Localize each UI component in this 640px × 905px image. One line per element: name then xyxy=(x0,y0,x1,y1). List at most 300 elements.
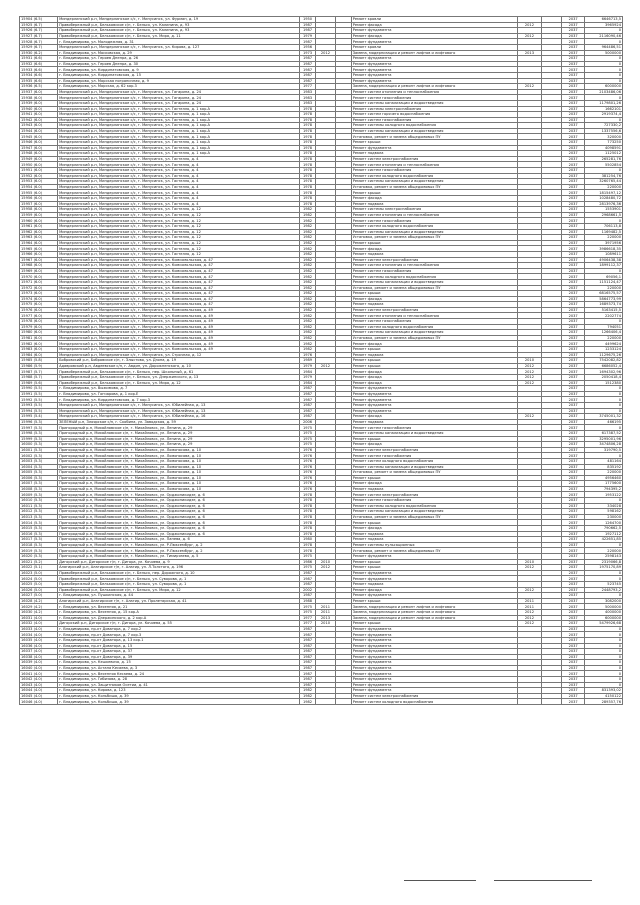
cell-year: 1976 xyxy=(300,352,316,358)
cell-year: 1978 xyxy=(300,140,316,146)
cell-year: 1976 xyxy=(300,453,316,459)
cell-year: 1979 xyxy=(300,375,316,381)
cell-amount: 0 xyxy=(584,682,622,688)
cell-num: 15946 (6.0) xyxy=(20,140,58,146)
cell-plan: 2012 xyxy=(517,363,542,369)
cell-year: 1978 xyxy=(300,531,316,537)
cell-work: Замена, модернизация и ремонт лифтов и лифтового xyxy=(351,84,517,90)
cell-plan: 2010 xyxy=(517,358,542,364)
cell-year: 1983 xyxy=(300,95,316,101)
cell-num: 15947 (6.0) xyxy=(20,145,58,151)
cell-work: Ремонт фундамента xyxy=(351,660,517,666)
cell-fy: 2037 xyxy=(562,665,584,671)
cell-num: 15972 (6.0) xyxy=(20,285,58,291)
cell-work: Ремонт крыши xyxy=(351,598,517,604)
cell-num: 15969 (6.0) xyxy=(20,268,58,274)
cell-amount: 0 xyxy=(584,677,622,683)
cell-num: 16019 (5.3) xyxy=(20,548,58,554)
cell-amount: 0 xyxy=(584,425,622,431)
cell-num: 15963 (6.0) xyxy=(20,235,58,241)
cell-amount: 1689373,74 xyxy=(584,302,622,308)
cell-num: 15945 (6.0) xyxy=(20,134,58,140)
cell-amount: 0 xyxy=(584,28,622,34)
table-row xyxy=(20,699,623,705)
cell-work: Ремонт крыши xyxy=(351,363,517,369)
cell-fy: 2037 xyxy=(562,699,584,705)
cell-fy: 2037 xyxy=(562,609,584,615)
cell-fy: 2037 xyxy=(562,693,584,699)
cell-amount: 3260765,44 xyxy=(584,179,622,185)
cell-amount: 2448793,2 xyxy=(584,587,622,593)
cell-amount: 220000 xyxy=(584,470,622,476)
cell-fy: 2037 xyxy=(562,358,584,364)
cell-fy: 2037 xyxy=(562,291,584,297)
cell-num: 15985 (5.8) xyxy=(20,358,58,364)
cell-addr: г. Владимирово, пр-кт Доватора, д. 39 xyxy=(58,654,300,660)
cell-amount: 0 xyxy=(584,643,622,649)
cell-year: 1982 xyxy=(300,688,316,694)
cell-year: 1982 xyxy=(300,313,316,319)
cell-fy: 2037 xyxy=(562,274,584,280)
cell-work: Ремонт фундамента xyxy=(351,72,517,78)
cell-amount: 727330,2 xyxy=(584,123,622,129)
cell-amount: 0 xyxy=(584,95,622,101)
cell-amount: 220000 xyxy=(584,335,622,341)
cell-addr: Миндерлинский р-н, Миндерлинское с/с, г. Минусинск, ул. Гастелло, д. 1 кор.А xyxy=(58,123,300,129)
cell-work: Ремонт фундамента xyxy=(351,688,517,694)
cell-addr: Миндерлинский р-н, Миндерлинское с/с, г. Минусинск, ул. Гастелло, д. 4 xyxy=(58,184,300,190)
cell-work: Ремонт фундамента xyxy=(351,682,517,688)
cell-year: 1982 xyxy=(300,246,316,252)
cell-plan: 2012 xyxy=(517,621,542,627)
cell-fy: 2037 xyxy=(562,637,584,643)
cell-work: Установка, ремонт и замена общедомовых ПУ xyxy=(351,285,517,291)
cell-num: 15993 (5.5) xyxy=(20,402,58,408)
cell-year: 1987 xyxy=(300,39,316,45)
cell-year: 1978 xyxy=(300,520,316,526)
cell-addr: Пригородный р-н, Михайловское с/п, г. Михайловск, ул. Орджоникидзе, д. 6 xyxy=(58,514,300,520)
cell-fy: 2037 xyxy=(562,682,584,688)
cell-addr: ЗЕЛЕНЫЙ р-н, Злоярское с/п, г. Скобина, ул. Заводская, д. 59 xyxy=(58,419,300,425)
cell-num: 16031 (4.0) xyxy=(20,615,58,621)
cell-year: 1982 xyxy=(300,285,316,291)
cell-empty xyxy=(542,699,562,705)
cell-fy: 2037 xyxy=(562,33,584,39)
cell-addr: г. Владимирово, пр-кт Доватора, д. 13 кор.1 xyxy=(58,637,300,643)
cell-num: 15926 (6.7) xyxy=(20,28,58,34)
cell-num: 15943 (6.0) xyxy=(20,123,58,129)
cell-fy: 2037 xyxy=(562,128,584,134)
cell-year: 1978 xyxy=(300,145,316,151)
cell-num: 15925 (6.7) xyxy=(20,22,58,28)
cell-amount: 319790,5 xyxy=(584,447,622,453)
cell-work: Ремонт фундамента xyxy=(351,637,517,643)
cell-addr: г. Владимирово, ул. Кольбиша, д. 39 xyxy=(58,693,300,699)
cell-num: 15937 (6.0) xyxy=(20,89,58,95)
cell-amount: 2050418,4 xyxy=(584,375,622,381)
cell-addr: г. Владимирово, ул. Кирдинатовская, д. 7 кор.3 xyxy=(58,397,300,403)
cell-num: 16021 (5.2) xyxy=(20,559,58,565)
cell-fy: 2037 xyxy=(562,514,584,520)
cell-addr: Миндерлинский р-н, Миндерлинское с/с, г. Минусинск, ул. Гастелло, д. 12 xyxy=(58,240,300,246)
cell-addr: Пригородный р-н, Михайловское с/п, г. Михайловск, ул. Ломоносова, д. 10 xyxy=(58,453,300,459)
cell-plan: 2012 xyxy=(517,375,542,381)
cell-addr: Пригородный р-н, Михайловское с/п, г. Михайловск, ул. Ломоносова, д. 10 xyxy=(58,475,300,481)
cell-work: Ремонт подвала xyxy=(351,201,517,207)
cell-addr: Миндерлинский р-н, Миндерлинское с/с, г. Минусинск, ул. Гастелло, д. 4 xyxy=(58,196,300,202)
cell-work: Ремонт систем горячего водоснабжения xyxy=(351,112,517,118)
cell-amount: 0 xyxy=(584,78,622,84)
cell-plan: 2012 xyxy=(517,414,542,420)
cell-fy: 2037 xyxy=(562,660,584,666)
cell-num: 16039 (4.0) xyxy=(20,660,58,666)
cell-work: Ремонт крыши xyxy=(351,436,517,442)
cell-amount: 4956460 xyxy=(584,475,622,481)
cell-prev: 2013 xyxy=(315,615,335,621)
cell-fy: 2037 xyxy=(562,688,584,694)
cell-addr: г. Владимирово, ул. Кольбиша, д. 39 xyxy=(58,699,300,705)
cell-amount: 5479926,68 xyxy=(584,621,622,627)
cell-plan: 2012 xyxy=(517,380,542,386)
cell-amount: 289357,76 xyxy=(584,699,622,705)
cell-addr: Миндерлинский р-н, Миндерлинское с/с, г. Минусинск, ул. Гастелло, д. 1 кор.А xyxy=(58,134,300,140)
cell-fy: 2037 xyxy=(562,89,584,95)
cell-fy: 2037 xyxy=(562,386,584,392)
cell-work: Ремонт фундамента xyxy=(351,56,517,62)
cell-num: 15904 (6.5) xyxy=(20,17,58,23)
cell-plan: 2012 xyxy=(517,587,542,593)
cell-addr: Миндерлинский р-н, Миндерлинское с/с, г. Минусинск, ул. Юбилейная, д. 13 xyxy=(58,408,300,414)
cell-num: 15951 (6.0) xyxy=(20,168,58,174)
cell-num: 15990 (5.5) xyxy=(20,386,58,392)
cell-amount: 422651,85 xyxy=(584,537,622,543)
table-row xyxy=(20,615,623,621)
cell-addr: Правобережный р-н, Бельковское с/п, г. Бельск, ул. Мира, д. 11 xyxy=(58,33,300,39)
cell-year: 1984 xyxy=(300,380,316,386)
cell-year: 1987 xyxy=(300,677,316,683)
cell-amount: 3971956 xyxy=(584,240,622,246)
cell-addr: Миндерлинский р-н, Миндерлинское с/с, г. Минусинск, ул. Комсомольская, д. 49 xyxy=(58,347,300,353)
cell-work: Ремонт подвала xyxy=(351,486,517,492)
cell-prev: 2010 xyxy=(315,621,335,627)
cell-year: 1975 xyxy=(300,430,316,436)
cell-num: 15936 (6.5) xyxy=(20,84,58,90)
cell-plan: 2012 xyxy=(517,609,542,615)
cell-work: Ремонт фундамента xyxy=(351,643,517,649)
cell-addr: г. Владимирово, ул. Выжимова, д. 7 xyxy=(58,386,300,392)
cell-fy: 2037 xyxy=(562,56,584,62)
cell-year: 1978 xyxy=(300,162,316,168)
cell-addr: Пригородный р-н, Михайловское с/п, г. Михайловск, ул. Орджоникидзе, д. 6 xyxy=(58,520,300,526)
cell-fy: 2037 xyxy=(562,453,584,459)
cell-year: 1987 xyxy=(300,637,316,643)
cell-num: 15977 (6.0) xyxy=(20,313,58,319)
cell-amount: 0 xyxy=(584,542,622,548)
cell-year: 1982 xyxy=(300,251,316,257)
cell-prev: 2012 xyxy=(315,565,335,571)
cell-work: Ремонт крыши xyxy=(351,565,517,571)
cell-addr: Пригородный р-н, Михайловское с/п, г. Михайловск, ул. Ломоносова, д. 10 xyxy=(58,464,300,470)
cell-amount: 220000 xyxy=(584,235,622,241)
cell-year: 1987 xyxy=(300,61,316,67)
cell-year: 1975 xyxy=(300,554,316,560)
cell-fy: 2037 xyxy=(562,251,584,257)
cell-prev: 2010 xyxy=(315,559,335,565)
cell-addr: Миндерлинский р-н, Миндерлинское с/с, г. Минусинск, ул. Фурман, д. 19 xyxy=(58,17,300,23)
cell-year: 1978 xyxy=(300,509,316,515)
cell-num: 16020 (5.3) xyxy=(20,554,58,560)
cell-work: Ремонт подвала xyxy=(351,151,517,157)
cell-addr: г. Владимирово, ул. Дзержинского, д. 2 кор.А xyxy=(58,615,300,621)
cell-work: Замена, модернизация и ремонт лифтов и лифтового xyxy=(351,50,517,56)
cell-num: 16037 (4.0) xyxy=(20,649,58,655)
cell-work: Ремонт системы канализации и водоотведения xyxy=(351,128,517,134)
cell-fy: 2037 xyxy=(562,184,584,190)
cell-fy: 2037 xyxy=(562,84,584,90)
cell-amount: 5163415,5 xyxy=(584,307,622,313)
cell-year: 1982 xyxy=(300,302,316,308)
cell-year: 1978 xyxy=(300,123,316,129)
cell-fy: 2037 xyxy=(562,436,584,442)
cell-plan: 2011 xyxy=(517,598,542,604)
cell-num: 15960 (6.0) xyxy=(20,218,58,224)
cell-work: Ремонт системы канализации и водоотведения xyxy=(351,100,517,106)
cell-addr: Пригородный р-н, Михайловское с/п, г. Михайловск, ул. Ленина, д. 29 xyxy=(58,442,300,448)
cell-addr: Алагирский р-н, Алагирское г/п, г. Алагир, ул. Л.Толстого, д. 196 xyxy=(58,565,300,571)
cell-fy: 2037 xyxy=(562,509,584,515)
cell-num: 16028 (4.2) xyxy=(20,598,58,604)
cell-addr: г. Владимирово, ул. Весенняя, д. 15 кор.А xyxy=(58,609,300,615)
cell-amount: 0 xyxy=(584,268,622,274)
cell-amount: 5864773,99 xyxy=(584,296,622,302)
cell-fy: 2037 xyxy=(562,380,584,386)
cell-amount: 334028 xyxy=(584,503,622,509)
cell-amount: 1662101 xyxy=(584,106,622,112)
cell-fy: 2037 xyxy=(562,201,584,207)
cell-year: 1975 xyxy=(300,436,316,442)
cell-fy: 2037 xyxy=(562,447,584,453)
cell-work: Ремонт систем электроснабжения xyxy=(351,156,517,162)
cell-amount: 1266406,4 xyxy=(584,330,622,336)
cell-num: 16034 (4.0) xyxy=(20,632,58,638)
cell-year: 1977 xyxy=(300,615,316,621)
cell-addr: Пригородный р-н, Михайловское с/п, г. Михайловск, ул. Р.Люксембург, д. 2 xyxy=(58,542,300,548)
cell-plan: 2010 xyxy=(517,559,542,565)
cell-addr: г. Владимирово, пр-кт Доватора, д. 7 кор.3 xyxy=(58,632,300,638)
cell-work: Установка, ремонт и замена общедомовых ПУ xyxy=(351,470,517,476)
cell-work: Ремонт крыши xyxy=(351,291,517,297)
cell-amount: 1264700 xyxy=(584,520,622,526)
cell-work: Ремонт систем электроснабжения xyxy=(351,307,517,313)
cell-prev: 2011 xyxy=(315,604,335,610)
cell-fy: 2037 xyxy=(562,72,584,78)
cell-amount: 6816575,57 xyxy=(584,291,622,297)
cell-plan xyxy=(517,699,542,705)
cell-amount: 1179801,26 xyxy=(584,100,622,106)
cell-num: 15927 (6.7) xyxy=(20,33,58,39)
cell-num: 15991 (5.5) xyxy=(20,391,58,397)
cell-num: 16046 (4.0) xyxy=(20,699,58,705)
cell-work: Ремонт системы канализации и водоотведения xyxy=(351,229,517,235)
cell-addr: Миндерлинский р-н, Миндерлинское с/с, г. Минусинск, ул. Комсомольская, д. 49 xyxy=(58,335,300,341)
cell-prev: 2012 xyxy=(315,50,335,56)
cell-fy: 2037 xyxy=(562,352,584,358)
cell-addr: Пригородный р-н, Михайловское с/п, г. Михайловск, ул. Орджоникидзе, д. 6 xyxy=(58,526,300,532)
cell-amount: 1775600 xyxy=(584,481,622,487)
cell-work: Ремонт фасада xyxy=(351,296,517,302)
cell-addr: Миндерлинский р-н, Миндерлинское с/с, г. Минусинск, ул. Гастелло, д. 1 кор.А xyxy=(58,151,300,157)
cell-year: 1977 xyxy=(300,621,316,627)
cell-plan: 2013 xyxy=(517,50,542,56)
table-row xyxy=(20,559,623,565)
cell-fy: 2037 xyxy=(562,554,584,560)
cell-work: Ремонт систем электроснабжения xyxy=(351,447,517,453)
cell-addr: Миндерлинский р-н, Миндерлинское с/с, г. Минусинск, ул. Гастелло, д. 4 xyxy=(58,201,300,207)
cell-fy: 2037 xyxy=(562,50,584,56)
cell-addr: Миндерлинский р-н, Миндерлинское с/с, г. Минусинск, ул. Гагарина, д. 24 xyxy=(58,95,300,101)
cell-work: Ремонт системы холодного водоснабжения xyxy=(351,123,517,129)
cell-num: 15973 (6.0) xyxy=(20,291,58,297)
cell-addr: Пригородный р-н, Михайловское с/п, г. Михайловск, ул. Тимирязева, д. 5 xyxy=(58,554,300,560)
cell-work: Ремонт фасада xyxy=(351,526,517,532)
cell-num: 15940 (6.0) xyxy=(20,106,58,112)
cell-amount: 0 xyxy=(584,168,622,174)
cell-addr: г. Владимирово, ул. Защитников Осетии, д. 41 xyxy=(58,682,300,688)
cell-fy: 2037 xyxy=(562,78,584,84)
cell-fy: 2037 xyxy=(562,341,584,347)
cell-num: 15932 (6.6) xyxy=(20,61,58,67)
cell-year: 1978 xyxy=(300,503,316,509)
cell-fy: 2037 xyxy=(562,168,584,174)
cell-work: Ремонт фундамента xyxy=(351,632,517,638)
cell-work: Ремонт систем отопления и теплоснабжения xyxy=(351,89,517,95)
cell-num: 15955 (6.0) xyxy=(20,190,58,196)
cell-fy: 2037 xyxy=(562,503,584,509)
cell-work: Ремонт фундамента xyxy=(351,28,517,34)
cell-num: 15958 (6.0) xyxy=(20,207,58,213)
cell-year: 1983 xyxy=(300,89,316,95)
cell-amount: 1151124,47 xyxy=(584,279,622,285)
cell-amount: 1553901 xyxy=(584,207,622,213)
cell-amount: 0 xyxy=(584,632,622,638)
cell-work: Ремонт системы холодного водоснабжения xyxy=(351,274,517,280)
cell-addr: Пригородный р-н, Михайловское с/п, г. Михайловск, ул. Ломоносова, д. 10 xyxy=(58,447,300,453)
cell-fy: 2037 xyxy=(562,615,584,621)
cell-work: Ремонт фундамента xyxy=(351,391,517,397)
cell-num: 15952 (6.0) xyxy=(20,173,58,179)
cell-amount: 2319066,8 xyxy=(584,559,622,565)
cell-amount: 2598143 xyxy=(584,554,622,560)
cell-amount: 220000 xyxy=(584,285,622,291)
cell-work: Ремонт системы канализации и водоотведения xyxy=(351,179,517,185)
cell-amount: 0 xyxy=(584,671,622,677)
cell-amount: 1694302,96 xyxy=(584,369,622,375)
cell-year: 1978 xyxy=(300,498,316,504)
cell-work: Ремонт крыши xyxy=(351,475,517,481)
cell-work: Ремонт крыши xyxy=(351,520,517,526)
cell-addr: Правобережный р-н, Бельковское с/п, г. Бельск, ул. Мира, д. 12 xyxy=(58,380,300,386)
cell-work: Ремонт фундамента xyxy=(351,570,517,576)
cell-amount: 1975170,89 xyxy=(584,565,622,571)
cell-year: 1978 xyxy=(300,201,316,207)
cell-year: 1975 xyxy=(300,604,316,610)
cell-fy: 2037 xyxy=(562,430,584,436)
cell-num: 16043 (4.0) xyxy=(20,682,58,688)
cell-addr: Пригородный р-н, Михайловское с/п, г. Михайловск, ул. Панева, д. 6 xyxy=(58,537,300,543)
cell-amount: 0 xyxy=(584,637,622,643)
cell-num: 16038 (4.0) xyxy=(20,654,58,660)
cell-year: 1976 xyxy=(300,481,316,487)
cell-addr: Правобережный р-н, Бельковское с/п, г. Бельск, ул. Суворова, д. 1 xyxy=(58,581,300,587)
cell-year: 1987 xyxy=(300,56,316,62)
cell-num: 15998 (5.3) xyxy=(20,430,58,436)
cell-num: 15961 (6.0) xyxy=(20,223,58,229)
cell-fy: 2037 xyxy=(562,151,584,157)
cell-num: 16017 (5.3) xyxy=(20,537,58,543)
cell-fy: 2037 xyxy=(562,123,584,129)
cell-year: 1976 xyxy=(300,458,316,464)
cell-fy: 2037 xyxy=(562,671,584,677)
cell-num: 15941 (6.0) xyxy=(20,112,58,118)
cell-addr: Миндерлинский р-н, Миндерлинское с/с, г. Минусинск, ул. Комсомольская, д. 47 xyxy=(58,263,300,269)
cell-num: 15970 (6.0) xyxy=(20,274,58,280)
cell-num: 16033 (4.0) xyxy=(20,626,58,632)
cell-addr: Миндерлинский р-н, Миндерлинское с/с, г. Минусинск, ул. Комсомольская, д. 49 xyxy=(58,313,300,319)
cell-addr: г. Владимирово, ул. Героев Днепра, д. 26 xyxy=(58,56,300,62)
cell-num: 16036 (4.0) xyxy=(20,643,58,649)
cell-amount: 1953122 xyxy=(584,492,622,498)
cell-addr: Миндерлинский р-н, Миндерлинское с/с, г. Минусинск, ул. Гастелло, д. 1 кор.А xyxy=(58,140,300,146)
cell-work: Ремонт фундамента xyxy=(351,397,517,403)
cell-fy: 2037 xyxy=(562,257,584,263)
cell-addr: Миндерлинский р-н, Миндерлинское с/с, г. Минусинск, ул. Комсомольская, д. 47 xyxy=(58,268,300,274)
cell-year: 1982 xyxy=(300,268,316,274)
cell-addr: Миндерлинский р-н, Миндерлинское с/с, г. Минусинск, ул. Комсомольская, д. 49 xyxy=(58,324,300,330)
cell-year: 1982 xyxy=(300,223,316,229)
cell-num: 16018 (5.3) xyxy=(20,542,58,548)
cell-prev: 2011 xyxy=(315,609,335,615)
cell-addr: Миндерлинский р-н, Миндерлинское с/с, г. Минусинск, ул. Гагарина, д. 24 xyxy=(58,89,300,95)
cell-work: Ремонт фундамента xyxy=(351,61,517,67)
cell-year: 1984 xyxy=(300,369,316,375)
cell-fy: 2037 xyxy=(562,458,584,464)
cell-work: Ремонт фундамента xyxy=(351,402,517,408)
cell-addr: Пригородный р-н, Михайловское с/п, г. Михайловск, ул. Орджоникидзе, д. 6 xyxy=(58,492,300,498)
cell-prev: 2012 xyxy=(315,363,335,369)
cell-fy: 2037 xyxy=(562,581,584,587)
cell-work: Ремонт крыши xyxy=(351,559,517,565)
cell-year: 1982 xyxy=(300,207,316,213)
cell-fy: 2037 xyxy=(562,587,584,593)
cell-fy: 2037 xyxy=(562,67,584,73)
cell-num: 15944 (6.0) xyxy=(20,128,58,134)
cell-fy: 2037 xyxy=(562,335,584,341)
cell-amount: 0 xyxy=(584,593,622,599)
cell-amount: 3295001,96 xyxy=(584,436,622,442)
cell-fy: 2037 xyxy=(562,470,584,476)
cell-amount: 0 xyxy=(584,408,622,414)
cell-work: Ремонт систем отопления и теплоснабжения xyxy=(351,162,517,168)
cell-fy: 2037 xyxy=(562,100,584,106)
cell-work: Ремонт фундамента xyxy=(351,67,517,73)
cell-amount: 0 xyxy=(584,626,622,632)
cell-amount: 466195 xyxy=(584,419,622,425)
cell-year: 1978 xyxy=(300,514,316,520)
cell-year: 1987 xyxy=(300,408,316,414)
cell-year: 1982 xyxy=(300,274,316,280)
cell-addr: г. Владимирово, ул. Героев Днепра, д. 30 xyxy=(58,61,300,67)
cell-fy: 2037 xyxy=(562,140,584,146)
